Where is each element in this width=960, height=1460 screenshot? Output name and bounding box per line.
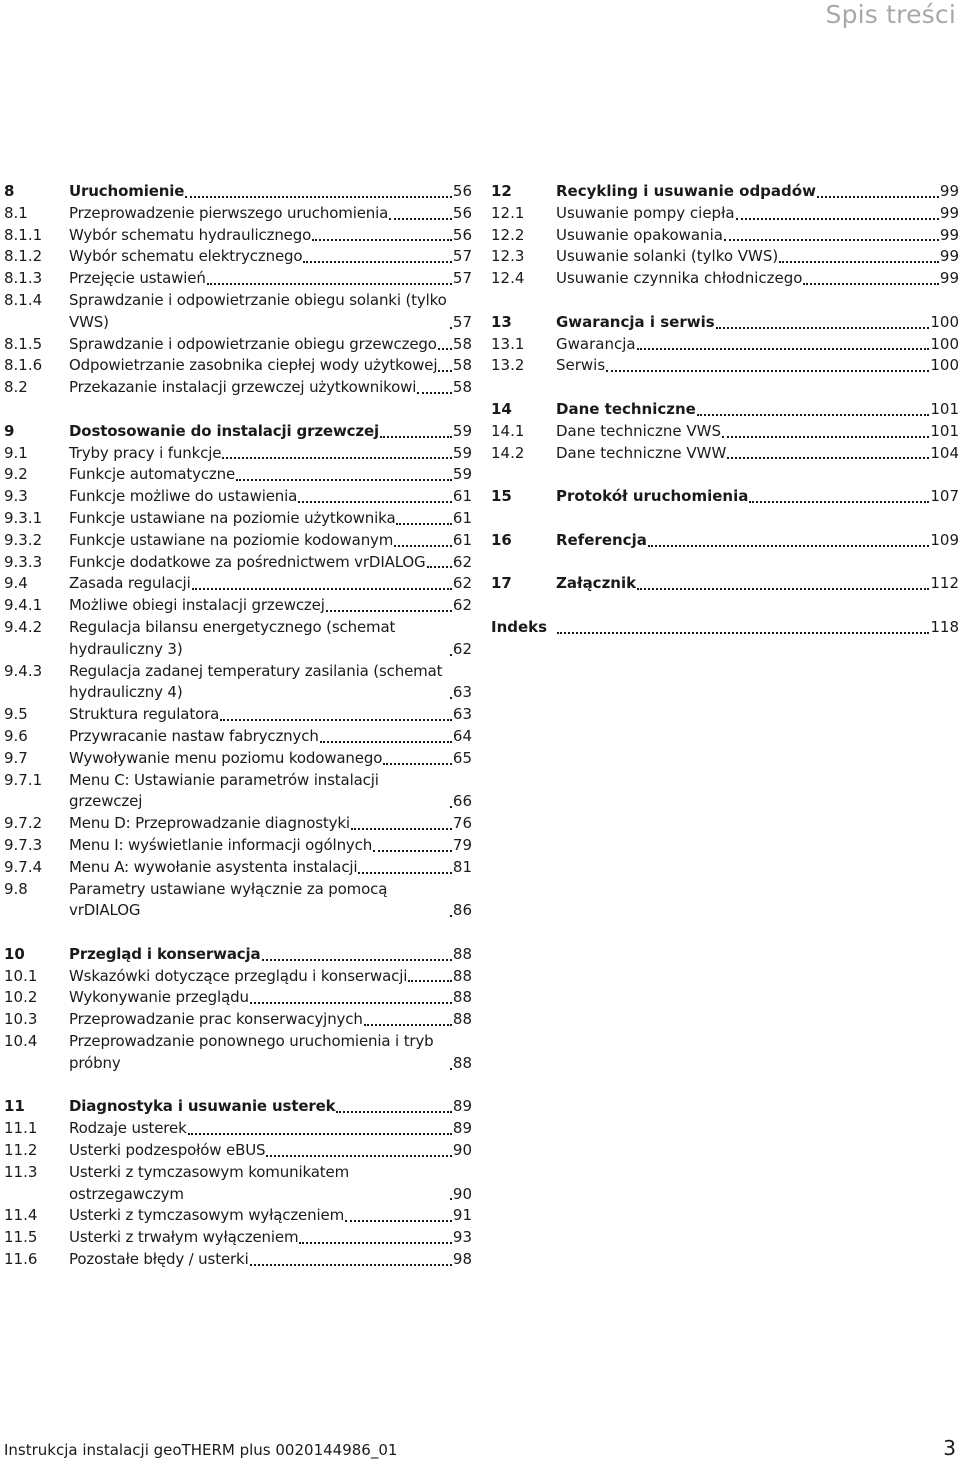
toc-entry-page: 112: [930, 574, 959, 593]
toc-entry[interactable]: [491, 421, 959, 443]
toc-entry-title: Wybór schematu elektrycznego: [69, 247, 303, 266]
toc-entry[interactable]: [491, 312, 959, 334]
toc-entry-number: 10: [4, 944, 25, 963]
toc-entry[interactable]: [4, 1140, 472, 1162]
toc-entry-page: 79: [452, 835, 472, 854]
footer-document-title: Instrukcja instalacji geoTHERM plus 0020144986_01: [4, 1441, 398, 1459]
toc-entry-number: 14.1: [491, 421, 525, 440]
toc-entry[interactable]: [4, 1162, 472, 1206]
dot-leader: [817, 195, 939, 198]
toc-entry-page: 99: [939, 247, 959, 266]
toc-entry-page: 100: [930, 312, 959, 331]
toc-entry-title: Sprawdzanie i odpowietrzanie obiegu solanki (tylko VWS): [69, 290, 447, 331]
toc-entry-title: Przegląd i konserwacja: [69, 944, 261, 963]
dot-leader: [380, 435, 452, 438]
dot-leader: [697, 413, 930, 416]
dot-leader: [716, 326, 930, 329]
toc-entry-title: Gwarancja: [556, 334, 636, 353]
toc-entry-title: Sprawdzanie i odpowietrzanie obiegu grzewczego: [69, 334, 437, 353]
toc-entry-number: 11.2: [4, 1141, 38, 1160]
toc-entry[interactable]: [491, 530, 959, 552]
toc-entry-page: 62: [452, 552, 472, 571]
toc-entry-page: 63: [452, 705, 472, 724]
toc-entry-number: 9.3.3: [4, 552, 43, 571]
dot-leader: [299, 1241, 451, 1244]
toc-entry[interactable]: [4, 246, 472, 268]
toc-entry-title: Usuwanie solanki (tylko VWS): [556, 247, 779, 266]
toc-entry-page: 81: [452, 857, 472, 876]
toc-entry-page: 89: [452, 1097, 472, 1116]
dot-leader: [222, 456, 452, 459]
toc-entry-number: 12.4: [491, 269, 525, 288]
dot-leader: [336, 1110, 451, 1113]
toc-entry-page: 57: [452, 247, 472, 266]
toc-entry-page: 93: [452, 1228, 472, 1247]
dot-leader: [736, 217, 939, 220]
toc-entry-number: 9: [4, 421, 15, 440]
toc-entry-title: Tryby pracy i funkcje: [69, 443, 222, 462]
toc-entry-title: Funkcje ustawiane na poziomie użytkownika: [69, 508, 396, 527]
toc-entry-title: Usterki z trwałym wyłączeniem: [69, 1228, 299, 1247]
toc-entry-title: Serwis: [556, 356, 606, 375]
toc-entry-title: Wskazówki dotyczące przeglądu i konserwacji: [69, 966, 408, 985]
toc-entry[interactable]: [4, 879, 472, 923]
dot-leader: [185, 195, 452, 198]
dot-leader: [803, 282, 938, 285]
toc-entry[interactable]: [4, 203, 472, 225]
footer-page-number: 3: [943, 1436, 956, 1460]
toc-entry-title: Menu I: wyświetlanie informacji ogólnych: [69, 835, 373, 854]
toc-entry-number: 9.6: [4, 726, 28, 745]
dot-leader: [358, 871, 451, 874]
toc-entry-page: 58: [452, 356, 472, 375]
toc-entry-page: 100: [930, 356, 959, 375]
toc-entry-number: 13: [491, 312, 512, 331]
toc-entry-title: Menu C: Ustawianie parametrów instalacji grzewczej: [69, 770, 379, 811]
toc-entry[interactable]: [491, 617, 959, 639]
toc-entry[interactable]: [4, 573, 472, 595]
toc-entry-number: 9.8: [4, 879, 28, 898]
dot-leader: [250, 1263, 452, 1266]
toc-entry-title: Menu A: wywołanie asystenta instalacji: [69, 857, 358, 876]
dot-leader: [450, 914, 452, 917]
toc-entry[interactable]: [4, 748, 472, 770]
dot-leader: [450, 1067, 452, 1070]
toc-entry[interactable]: [4, 181, 472, 203]
toc-entry-page: 99: [939, 182, 959, 200]
toc-entry[interactable]: [4, 1205, 472, 1227]
dot-leader: [417, 391, 452, 394]
toc-entry-page: 107: [930, 487, 959, 506]
toc-entry-title: Usuwanie pompy ciepła: [556, 203, 735, 222]
toc-entry[interactable]: [4, 966, 472, 988]
toc-entry-number: 10.2: [4, 988, 38, 1007]
toc-entry-number: 9.7: [4, 748, 28, 767]
toc-entry[interactable]: [4, 421, 472, 443]
toc-entry-page: 61: [452, 508, 472, 527]
dot-leader: [450, 326, 452, 329]
toc-entry-title: Usterki z tymczasowym wyłączeniem: [69, 1206, 345, 1225]
dot-leader: [220, 718, 452, 721]
dot-leader: [557, 631, 929, 634]
dot-leader: [606, 369, 929, 372]
toc-entry-number: 8.1.6: [4, 356, 43, 375]
toc-entry-number: 8.1: [4, 203, 28, 222]
dot-leader: [298, 500, 452, 503]
toc-entry-page: 99: [939, 203, 959, 222]
toc-entry-page: 56: [452, 203, 472, 222]
toc-entry-page: 76: [452, 814, 472, 833]
toc-entry[interactable]: [4, 704, 472, 726]
toc-entry[interactable]: [4, 987, 472, 1009]
toc-entry-page: 88: [452, 988, 472, 1007]
dot-leader: [450, 696, 452, 699]
toc-entry-title: Menu D: Przeprowadzanie diagnostyki: [69, 814, 350, 833]
dot-leader: [427, 565, 452, 568]
dot-leader: [438, 347, 452, 350]
dot-leader: [351, 827, 452, 830]
toc-entry[interactable]: [4, 770, 472, 814]
dot-leader: [722, 435, 929, 438]
toc-entry[interactable]: [4, 1096, 472, 1118]
toc-entry-page: 100: [930, 334, 959, 353]
toc-entry-number: 9.2: [4, 465, 28, 484]
toc-entry-page: 59: [452, 465, 472, 484]
toc-entry-title: Przekazanie instalacji grzewczej użytkownikowi: [69, 378, 417, 397]
toc-entry-page: 104: [930, 443, 959, 462]
toc-entry[interactable]: [4, 595, 472, 617]
dot-leader: [250, 1001, 452, 1004]
toc-entry-number: 11: [4, 1097, 25, 1116]
toc-entry[interactable]: [491, 181, 959, 203]
toc-entry[interactable]: [491, 443, 959, 465]
toc-column-left: [4, 181, 472, 1271]
dot-leader: [749, 500, 929, 503]
toc-entry-number: 12.3: [491, 247, 525, 266]
toc-entry-number: 11.1: [4, 1119, 38, 1138]
toc-entry[interactable]: [4, 1118, 472, 1140]
toc-entry-page: 89: [452, 1119, 472, 1138]
toc-entry-number: 8.1.2: [4, 247, 43, 266]
toc-entry-number: 9.7.1: [4, 770, 43, 789]
dot-leader: [450, 653, 452, 656]
dot-leader: [450, 805, 452, 808]
toc-entry-page: 58: [452, 334, 472, 353]
toc-entry[interactable]: [491, 246, 959, 268]
toc-entry-title: Przeprowadzanie prac konserwacyjnych: [69, 1010, 363, 1029]
toc-entry-title: Załącznik: [556, 574, 637, 593]
dot-leader: [637, 347, 930, 350]
toc-entry-title: Usterki z tymczasowym komunikatem ostrzegawczym: [69, 1162, 350, 1203]
toc-entry-number: 9.7.3: [4, 835, 43, 854]
toc-entry-page: 63: [452, 683, 472, 702]
toc-entry-title: Możliwe obiegi instalacji grzewczej: [69, 596, 325, 615]
toc-entry-number: 8.2: [4, 378, 28, 397]
toc-entry[interactable]: [4, 661, 472, 705]
toc-entry-title: Przejęcie ustawień: [69, 269, 206, 288]
toc-entry-number: 10.4: [4, 1032, 38, 1051]
toc-entry-page: 101: [930, 421, 959, 440]
toc-entry-title: Wywoływanie menu poziomu kodowanego: [69, 748, 383, 767]
toc-entry-page: 64: [452, 726, 472, 745]
toc-entry-page: 99: [939, 269, 959, 288]
dot-leader: [373, 849, 452, 852]
toc-entry[interactable]: [491, 486, 959, 508]
toc-entry-number: 10.3: [4, 1010, 38, 1029]
toc-entry-number: 8.1.4: [4, 290, 43, 309]
dot-leader: [394, 544, 452, 547]
toc-entry-title: Usterki podzespołów eBUS: [69, 1141, 266, 1160]
toc-entry[interactable]: [4, 552, 472, 574]
toc-entry-number: 9.3: [4, 487, 28, 506]
toc-entry-title: Dane techniczne VWS: [556, 421, 722, 440]
toc-entry-title: Funkcje automatyczne: [69, 465, 236, 484]
dot-leader: [389, 217, 452, 220]
toc-entry[interactable]: [491, 225, 959, 247]
toc-entry-title: Referencja: [556, 530, 647, 549]
dot-leader: [320, 740, 452, 743]
toc-entry-number: 14: [491, 399, 512, 418]
toc-entry-page: 57: [452, 312, 472, 331]
toc-entry-page: 91: [452, 1206, 472, 1225]
toc-entry-page: 90: [452, 1184, 472, 1203]
toc-entry-page: 90: [452, 1141, 472, 1160]
toc-entry-page: 88: [452, 1010, 472, 1029]
dot-leader: [727, 456, 929, 459]
toc-entry[interactable]: [491, 355, 959, 377]
toc-entry-number: 9.4.1: [4, 596, 43, 615]
toc-entry-number: 16: [491, 530, 512, 549]
toc-entry[interactable]: [4, 1227, 472, 1249]
toc-entry-title: Funkcje możliwe do ustawienia: [69, 487, 298, 506]
toc-entry-title: Przeprowadzenie pierwszego uruchomienia: [69, 203, 389, 222]
dot-leader: [648, 544, 930, 547]
toc-entry-title: Zasada regulacji: [69, 574, 191, 593]
dot-leader: [266, 1154, 451, 1157]
toc-entry-title: Przeprowadzanie ponownego uruchomienia i tryb próbny: [69, 1032, 434, 1072]
toc-entry-number: 8.1.3: [4, 269, 43, 288]
toc-entry[interactable]: [4, 617, 472, 661]
toc-entry-title: Dostosowanie do instalacji grzewczej: [69, 421, 379, 440]
toc-entry-number: 13.2: [491, 356, 525, 375]
toc-entry-number: 9.3.2: [4, 530, 43, 549]
dot-leader: [724, 238, 939, 241]
toc-entry-number: 9.7.4: [4, 857, 43, 876]
dot-leader: [383, 762, 452, 765]
dot-leader: [345, 1219, 452, 1222]
toc-entry-number: 9.1: [4, 443, 28, 462]
toc-entry[interactable]: [4, 268, 472, 290]
dot-leader: [438, 369, 452, 372]
toc-entry[interactable]: [4, 1249, 472, 1271]
toc-entry-page: 62: [452, 639, 472, 658]
toc-entry-number: 11.5: [4, 1228, 38, 1247]
toc-entry[interactable]: [4, 464, 472, 486]
toc-entry-page: 99: [939, 225, 959, 244]
toc-entry-page: 61: [452, 530, 472, 549]
toc-entry-title: Usuwanie czynnika chłodniczego: [556, 269, 803, 288]
toc-entry[interactable]: [491, 334, 959, 356]
toc-entry[interactable]: [4, 377, 472, 399]
dot-leader: [262, 958, 452, 961]
toc-entry[interactable]: [4, 334, 472, 356]
toc-entry[interactable]: [491, 573, 959, 595]
toc-entry-title: Rodzaje usterek: [69, 1119, 187, 1138]
toc-entry-title: Dane techniczne VWW: [556, 443, 727, 462]
toc-entry-number: 12.1: [491, 203, 525, 222]
toc-entry-page: 62: [452, 574, 472, 593]
dot-leader: [326, 609, 452, 612]
toc-entry-title: Funkcje dodatkowe za pośrednictwem vrDIALOG: [69, 552, 426, 571]
toc-entry-title: Protokół uruchomienia: [556, 487, 749, 506]
toc-entry-page: 88: [452, 966, 472, 985]
toc-entry-title: Gwarancja i serwis: [556, 312, 715, 331]
dot-leader: [312, 238, 452, 241]
toc-entry-title: Pozostałe błędy / usterki: [69, 1250, 249, 1269]
toc-entry[interactable]: [491, 399, 959, 421]
dot-leader: [303, 260, 451, 263]
toc-entry-number: Indeks: [491, 617, 548, 636]
toc-entry-number: 8: [4, 182, 15, 200]
toc-entry[interactable]: [491, 203, 959, 225]
toc-entry-page: 88: [452, 1053, 472, 1072]
toc-entry-title: Regulacja bilansu energetycznego (schemat hydrauliczny 3): [69, 617, 396, 658]
toc-entry-number: 15: [491, 487, 512, 506]
toc-entry-number: 11.4: [4, 1206, 38, 1225]
toc-entry-title: Funkcje ustawiane na poziomie kodowanym: [69, 530, 394, 549]
toc-entry[interactable]: [4, 813, 472, 835]
toc-entry[interactable]: [4, 486, 472, 508]
toc-entry[interactable]: [4, 944, 472, 966]
dot-leader: [408, 979, 452, 982]
dot-leader: [188, 1132, 452, 1135]
toc-entry-number: 9.4: [4, 574, 28, 593]
toc-entry[interactable]: [4, 290, 472, 334]
toc-entry-number: 10.1: [4, 966, 38, 985]
toc-entry-page: 98: [452, 1250, 472, 1269]
toc-entry-number: 9.4.2: [4, 617, 43, 636]
toc-entry-number: 11.6: [4, 1250, 38, 1269]
dot-leader: [192, 587, 452, 590]
toc-entry[interactable]: [4, 225, 472, 247]
toc-entry-number: 12.2: [491, 225, 525, 244]
toc-entry[interactable]: [4, 355, 472, 377]
toc-column-right: [491, 181, 959, 639]
toc-entry-page: 65: [452, 748, 472, 767]
toc-entry-number: 9.4.3: [4, 661, 43, 680]
dot-leader: [236, 478, 452, 481]
toc-entry[interactable]: [4, 508, 472, 530]
toc-entry-title: Wykonywanie przeglądu: [69, 988, 249, 1007]
toc-entry-number: 17: [491, 574, 512, 593]
toc-entry-title: Przywracanie nastaw fabrycznych: [69, 726, 319, 745]
toc-entry-title: Struktura regulatora: [69, 705, 220, 724]
toc-entry[interactable]: [4, 1009, 472, 1031]
toc-entry-title: Usuwanie opakowania: [556, 225, 723, 244]
toc-entry[interactable]: [4, 530, 472, 552]
toc-entry-title: Uruchomienie: [69, 182, 185, 200]
toc-entry-title: Recykling i usuwanie odpadów: [556, 182, 816, 200]
toc-entry[interactable]: [4, 857, 472, 879]
toc-entry-page: 109: [930, 530, 959, 549]
toc-entry-number: 9.5: [4, 705, 28, 724]
toc-entry[interactable]: [491, 268, 959, 290]
dot-leader: [450, 1197, 452, 1200]
toc-entry-number: 8.1.1: [4, 225, 43, 244]
toc-entry-page: 56: [452, 182, 472, 200]
toc-entry-page: 66: [452, 792, 472, 811]
toc-entry[interactable]: [4, 443, 472, 465]
toc-entry-page: 58: [452, 378, 472, 397]
toc-entry-title: Wybór schematu hydraulicznego: [69, 225, 312, 244]
dot-leader: [779, 260, 939, 263]
toc-entry-page: 88: [452, 944, 472, 963]
toc-entry-page: 101: [930, 399, 959, 418]
toc-entry-title: Odpowietrzanie zasobnika ciepłej wody użytkowej: [69, 356, 438, 375]
dot-leader: [207, 282, 452, 285]
toc-entry-page: 62: [452, 596, 472, 615]
toc-entry-number: 9.3.1: [4, 508, 43, 527]
toc-entry-number: 9.7.2: [4, 814, 43, 833]
toc-entry-number: 14.2: [491, 443, 525, 462]
toc-entry[interactable]: [4, 1031, 472, 1075]
toc-entry-page: 59: [452, 443, 472, 462]
toc-entry-title: Parametry ustawiane wyłącznie za pomocą vrDIALOG: [69, 879, 388, 920]
toc-entry-title: Diagnostyka i usuwanie usterek: [69, 1097, 336, 1116]
toc-entry-page: 56: [452, 225, 472, 244]
dot-leader: [637, 587, 929, 590]
toc-entry-page: 118: [930, 617, 959, 636]
toc-entry-number: 8.1.5: [4, 334, 43, 353]
toc-entry-title: Regulacja zadanej temperatury zasilania (schemat hydrauliczny 4): [69, 661, 443, 702]
toc-entry-page: 59: [452, 421, 472, 440]
toc-entry[interactable]: [4, 726, 472, 748]
toc-entry-number: 13.1: [491, 334, 525, 353]
toc-entry-number: 12: [491, 182, 512, 200]
toc-entry-title: Dane techniczne: [556, 399, 696, 418]
page-title: Spis treści: [825, 0, 956, 29]
dot-leader: [364, 1023, 452, 1026]
toc-entry-page: 86: [452, 901, 472, 920]
toc-entry-page: 57: [452, 269, 472, 288]
dot-leader: [396, 522, 451, 525]
toc-entry-page: 61: [452, 487, 472, 506]
toc-entry[interactable]: [4, 835, 472, 857]
toc-entry-number: 11.3: [4, 1162, 38, 1181]
